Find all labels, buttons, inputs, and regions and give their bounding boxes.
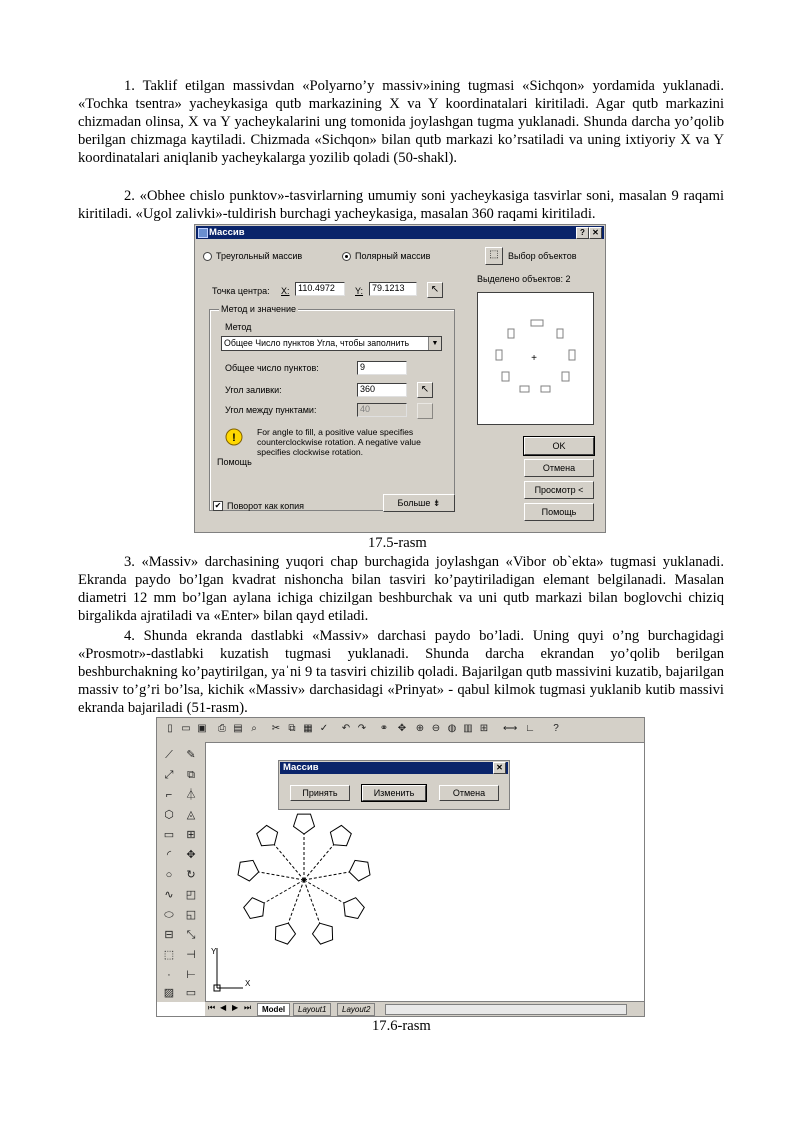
cad-window <box>156 717 645 1017</box>
polyline-icon[interactable]: ⌐ <box>165 789 173 801</box>
angle-fill-label: Угол заливки: <box>225 385 282 395</box>
save-icon[interactable]: ▣ <box>197 723 207 734</box>
radio-rectangular-label: Треугольный массив <box>216 251 303 261</box>
axis-x-label: X <box>245 979 251 988</box>
preview-center-mark: + <box>531 353 537 364</box>
mirror-icon[interactable]: ⏃ <box>185 789 197 801</box>
method-group-title: Метод и значение <box>221 304 297 314</box>
trim-icon[interactable]: ⊣ <box>186 949 196 961</box>
modify-button[interactable]: Изменить <box>362 785 426 801</box>
layout-tabs <box>205 1001 644 1016</box>
ucs-icon[interactable]: ∟ <box>525 723 535 734</box>
svg-text:!: ! <box>232 432 236 444</box>
tab-nav-prev-icon[interactable]: ◀ <box>220 1003 227 1012</box>
extend-icon[interactable]: ⊢ <box>186 969 196 981</box>
cut-icon[interactable]: ✂ <box>271 723 281 734</box>
preview-item <box>502 372 509 381</box>
array-pentagon <box>275 923 295 944</box>
paste-icon[interactable]: ▦ <box>303 723 313 734</box>
preview-box <box>477 292 594 425</box>
figure-caption-1: 17.5-rasm <box>368 535 427 551</box>
tab-nav-last-icon[interactable]: ⏭ <box>244 1003 252 1012</box>
x-label: X: <box>281 286 290 296</box>
move-icon[interactable]: ✥ <box>186 849 196 861</box>
ok-button[interactable]: OK <box>524 437 594 455</box>
array-connector-line <box>304 880 320 923</box>
horizontal-scrollbar[interactable] <box>385 1004 627 1015</box>
hatch-icon[interactable]: ▨ <box>163 987 175 999</box>
ellipse-icon[interactable]: ⬭ <box>164 909 174 921</box>
total-items-field[interactable]: 9 <box>357 361 407 375</box>
method-combo[interactable] <box>221 336 442 351</box>
center-x-field[interactable]: 110.4972 <box>295 282 345 296</box>
ucs-axis-icon <box>214 948 243 991</box>
selected-count: Выделено объектов: 2 <box>477 274 571 284</box>
make-block-icon[interactable]: ⬚ <box>163 949 175 961</box>
preview-item <box>496 350 502 360</box>
tab-layout2[interactable]: Layout2 <box>337 1003 375 1016</box>
offset-icon[interactable]: ◬ <box>186 809 196 821</box>
zoom-icon[interactable]: ⊕ <box>415 723 425 734</box>
tab-model[interactable]: Model <box>257 1003 290 1016</box>
properties-icon[interactable]: ▥ <box>463 723 473 734</box>
radio-polar[interactable] <box>342 252 351 261</box>
center-y-field[interactable]: 79.1213 <box>369 282 417 296</box>
array-pentagon <box>244 898 265 919</box>
axis-y-label: Y <box>211 947 217 956</box>
preview-item <box>557 329 563 338</box>
array-dialog-titlebar <box>196 226 604 239</box>
array-dialog <box>194 224 606 533</box>
close-icon[interactable]: ✕ <box>493 762 506 774</box>
match-properties-icon[interactable]: ✓ <box>319 723 329 734</box>
spline-icon[interactable]: ∿ <box>164 889 174 901</box>
help-button[interactable]: Помощь <box>524 503 594 521</box>
close-icon[interactable]: ✕ <box>589 227 602 239</box>
preview-item <box>531 320 543 326</box>
radio-rectangular[interactable] <box>203 252 212 261</box>
new-icon[interactable]: ▯ <box>167 723 173 734</box>
array-pentagon <box>330 825 351 845</box>
rotate-checkbox[interactable]: ✔ <box>214 501 222 510</box>
find-icon[interactable]: ⌕ <box>251 723 257 734</box>
more-button[interactable]: Больше ⇟ <box>383 494 455 512</box>
rotate-icon[interactable]: ↻ <box>186 869 196 881</box>
small-array-dialog <box>278 760 510 810</box>
preview-item <box>508 329 514 338</box>
copy-icon[interactable]: ⧉ <box>288 723 296 734</box>
zoom-previous-icon[interactable]: ◍ <box>447 723 457 734</box>
tab-nav-first-icon[interactable]: ⏮ <box>208 1003 216 1012</box>
array-dialog-title: Массив <box>209 227 245 238</box>
angle-note: For angle to fill, a positive value specifies counterclockwise rotation. A negative value specifies clockwise rotation. <box>257 427 421 457</box>
figure-caption-2: 17.6-rasm <box>372 1018 431 1034</box>
pick-angle-icon[interactable]: ↖ <box>417 382 433 398</box>
erase-icon[interactable]: ✎ <box>186 749 196 761</box>
array-connector-line <box>304 845 334 880</box>
tab-nav-next-icon[interactable]: ▶ <box>232 1003 239 1012</box>
array-icon[interactable]: ⊞ <box>186 829 196 841</box>
stretch-icon[interactable]: ◱ <box>185 909 197 921</box>
zoom-window-icon[interactable]: ⊖ <box>431 723 441 734</box>
warning-icon <box>225 428 243 446</box>
construction-line-icon[interactable]: ⤢ <box>164 769 174 781</box>
hyperlink-icon[interactable]: ⚭ <box>379 723 389 734</box>
pick-center-icon[interactable]: ↖ <box>427 282 443 298</box>
cancel-button[interactable]: Отмена <box>439 785 499 801</box>
break-icon[interactable]: ▭ <box>185 987 197 999</box>
small-array-titlebar <box>280 762 508 774</box>
help-icon[interactable]: ? <box>553 723 559 734</box>
insert-block-icon[interactable]: ⊟ <box>164 929 174 941</box>
radio-polar-label: Полярный массив <box>355 251 431 261</box>
method-combo-value: Общее Число пунктов Угла, чтобы заполнить <box>224 338 410 348</box>
array-pentagon <box>257 825 278 845</box>
array-connector-line <box>274 845 304 880</box>
help-icon[interactable]: ? <box>576 227 589 239</box>
preview-item <box>541 386 550 392</box>
array-pentagon <box>349 860 370 881</box>
pan-icon[interactable]: ✥ <box>397 723 407 734</box>
array-pentagon <box>238 860 259 881</box>
preview-graphic <box>478 293 593 424</box>
array-connector-line <box>264 880 304 903</box>
open-icon[interactable]: ▭ <box>181 723 191 734</box>
print-icon[interactable]: ⎙ <box>218 723 226 734</box>
y-label: Y: <box>355 286 364 296</box>
chevron-down-icon[interactable]: ▼ <box>428 337 441 350</box>
draw-modify-toolbars <box>157 742 206 1002</box>
help-link[interactable]: Помощь <box>217 457 252 467</box>
preview-item <box>520 386 529 392</box>
point-icon[interactable]: · <box>167 969 171 981</box>
method-label: Метод <box>225 322 252 332</box>
arc-icon[interactable]: ◜ <box>166 849 172 861</box>
design-center-icon[interactable]: ⊞ <box>479 723 489 734</box>
small-array-title: Массив <box>283 762 319 773</box>
preview-button[interactable]: Просмотр < <box>524 481 594 499</box>
array-center-mark: * <box>302 876 306 887</box>
paragraph-2: 2. «Obhee chislo punktov»-tasvirlarning umumiy soni yacheykasiga tasvirlar soni, masalan 9 raqami kiritiladi. «Ugol zalivki»-tuldirish burchagi yacheykasiga, masalan 360 raqami kiritiladi. <box>78 188 724 223</box>
center-point-label: Точка центра: <box>212 286 270 296</box>
rotate-label: Поворот как копия <box>227 501 304 511</box>
array-connector-line <box>304 872 349 880</box>
paragraph-3: 3. «Massiv» darchasining yuqori chap burchagida joylashgan «Vibor ob`ekta» tugmasi yuklanadi. Ekranda paydo bo’lgan kvadrat nishoncha bilan tasviri ko’paytiriladigan elemant belgilanadi. Masalan diametri 12 mm bo’lgan aylana ichiga chizilgan beshburchak va uni qutb markazi bilan boglovchi chiziq birgalikda ajratiladi va «Enter» bilan qayd etiladi. <box>78 554 724 625</box>
paragraph-4: 4. Shunda ekranda dastlabki «Massiv» darchasi paydo bo’ladi. Uning quyi o’ng burchagidagi «Prosmotr»-dastlabki kuzatish tugmasi yuklanadi. Shunda darcha ekrandan yo’qolib berilgan beshburchakning ko’paytirilgan, yaˈni 9 ta tasviri chizilib qoladi. Bajarilgan qutb massivini kuzatib, bajarilgan massiv to’g’ri bo’lsa, kichik «Massiv» darchasidagi «Prinyat» - qabul kilmok tugmasi yuklanib kutib massivi ekranda bajariladi (51-rasm). <box>78 628 724 717</box>
rectangle-icon[interactable]: ▭ <box>163 829 175 841</box>
undo-icon[interactable]: ↶ <box>341 723 351 734</box>
redo-icon[interactable]: ↷ <box>357 723 367 734</box>
standard-toolbar <box>157 718 644 743</box>
app-icon <box>198 228 208 238</box>
select-objects-label: Выбор объектов <box>508 251 577 261</box>
preview-item <box>562 372 569 381</box>
angle-between-label: Угол между пунктами: <box>225 405 317 415</box>
angle-between-field: 40 <box>357 403 407 417</box>
polygon-icon[interactable]: ⬡ <box>164 809 174 821</box>
lengthen-icon[interactable]: ⤡ <box>186 929 196 941</box>
polar-array-drawing <box>238 814 370 944</box>
select-objects-icon[interactable]: ⬚ <box>485 247 503 265</box>
cancel-button[interactable]: Отмена <box>524 459 594 477</box>
copy-object-icon[interactable]: ⧉ <box>187 769 195 781</box>
line-icon[interactable]: ⟋ <box>165 749 173 761</box>
print-preview-icon[interactable]: ▤ <box>233 723 243 734</box>
pick-angle-between-icon <box>417 403 433 419</box>
tab-layout1[interactable]: Layout1 <box>293 1003 331 1016</box>
angle-fill-field[interactable]: 360 <box>357 383 407 397</box>
array-pentagon <box>294 814 315 834</box>
array-connector-line <box>259 872 304 880</box>
accept-button[interactable]: Принять <box>290 785 350 801</box>
preview-item <box>569 350 575 360</box>
array-pentagon <box>344 898 365 919</box>
scale-icon[interactable]: ◰ <box>185 889 197 901</box>
total-items-label: Общее число пунктов: <box>225 363 319 373</box>
circle-icon[interactable]: ○ <box>165 869 173 881</box>
array-pentagon <box>313 923 333 944</box>
paragraph-1: 1. Taklif etilgan massivdan «Polyarno’y massiv»ining tugmasi «Sichqon» yordamida yuklanadi. «Tochka tsentra» yacheykasiga qutb markazining X va Y koordinatalari kiritiladi. Agar qutb markazini chizmadan olinsa, X va Y yacheykalarini ung tomonida joylashgan tugma yuklanadi. Shunda darcha yo’qolib berilgan chizmaga kaytiladi. Chizmada «Sichqon» bilan qutb markazi ko’rsatiladi va uning ixtiyoriy X va Y koordinatalari aniqlanib yacheykalarga yozilib qoladi (50-shakl). <box>78 78 724 167</box>
array-connector-line <box>304 880 344 903</box>
distance-icon[interactable]: ⟷ <box>503 723 518 734</box>
